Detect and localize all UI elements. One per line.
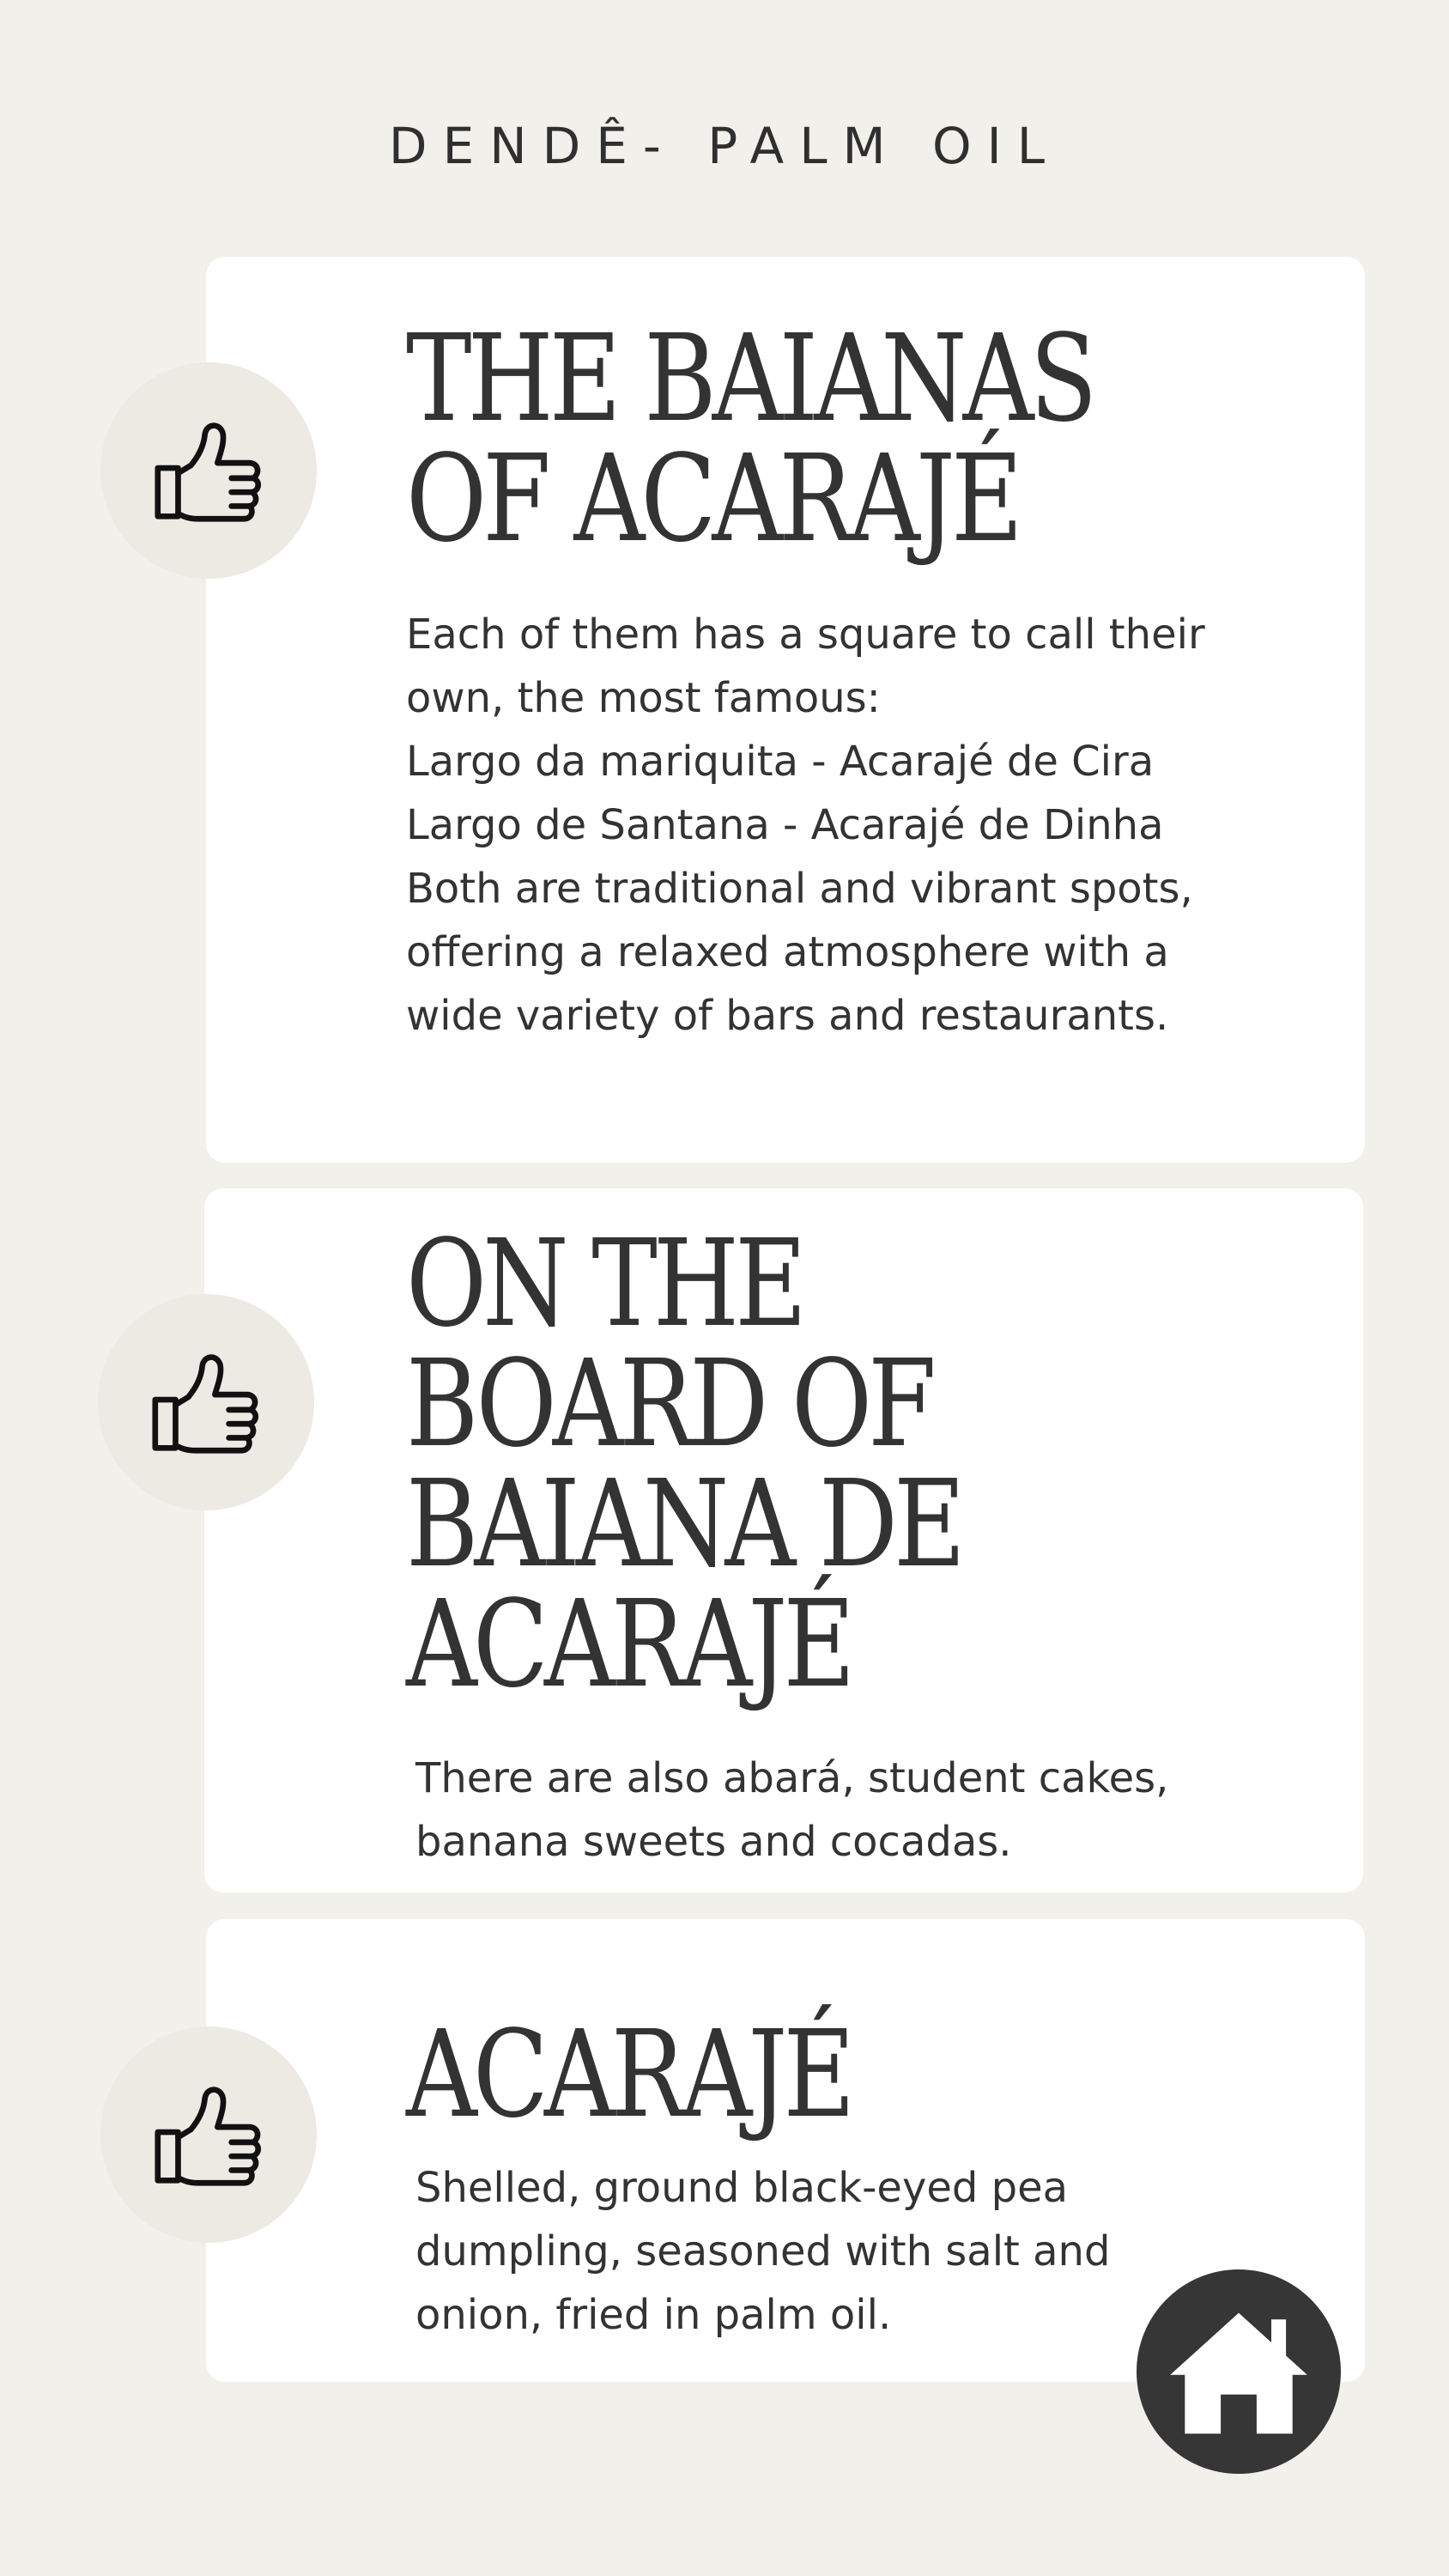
card-body: Each of them has a square to call their own, the most famous: Largo da mariquita - Acarajé de Cira Largo de Santana - Acarajé de Dinha Both are traditional and vibrant spots, offering a relaxed atmosphere with a wide variety of bars and restaurants. — [406, 611, 1205, 1040]
card-heading: ON THE BOARD OF BAIANA DE ACARAJÉ — [406, 1214, 961, 1715]
thumbs-up-icon — [142, 1339, 270, 1466]
thumbs-up-icon — [145, 407, 272, 534]
home-button[interactable] — [1137, 2269, 1341, 2474]
thumbs-up-icon — [145, 2071, 272, 2198]
thumbs-up-badge — [98, 1294, 314, 1510]
card-heading: THE BAIANAS OF ACARAJÉ — [406, 309, 1094, 569]
thumbs-up-badge — [100, 362, 317, 579]
card-body: There are also abará, student cakes, banana sweets and cocadas. — [415, 1754, 1169, 1866]
card-body: Shelled, ground black-eyed pea dumpling, seasoned with salt and onion, fried in palm oil. — [415, 2164, 1111, 2339]
home-icon — [1157, 2290, 1320, 2453]
thumbs-up-badge — [100, 2026, 317, 2243]
page-title: DENDÊ- PALM OIL — [388, 117, 1061, 175]
card-heading: ACARAJÉ — [406, 2005, 852, 2145]
